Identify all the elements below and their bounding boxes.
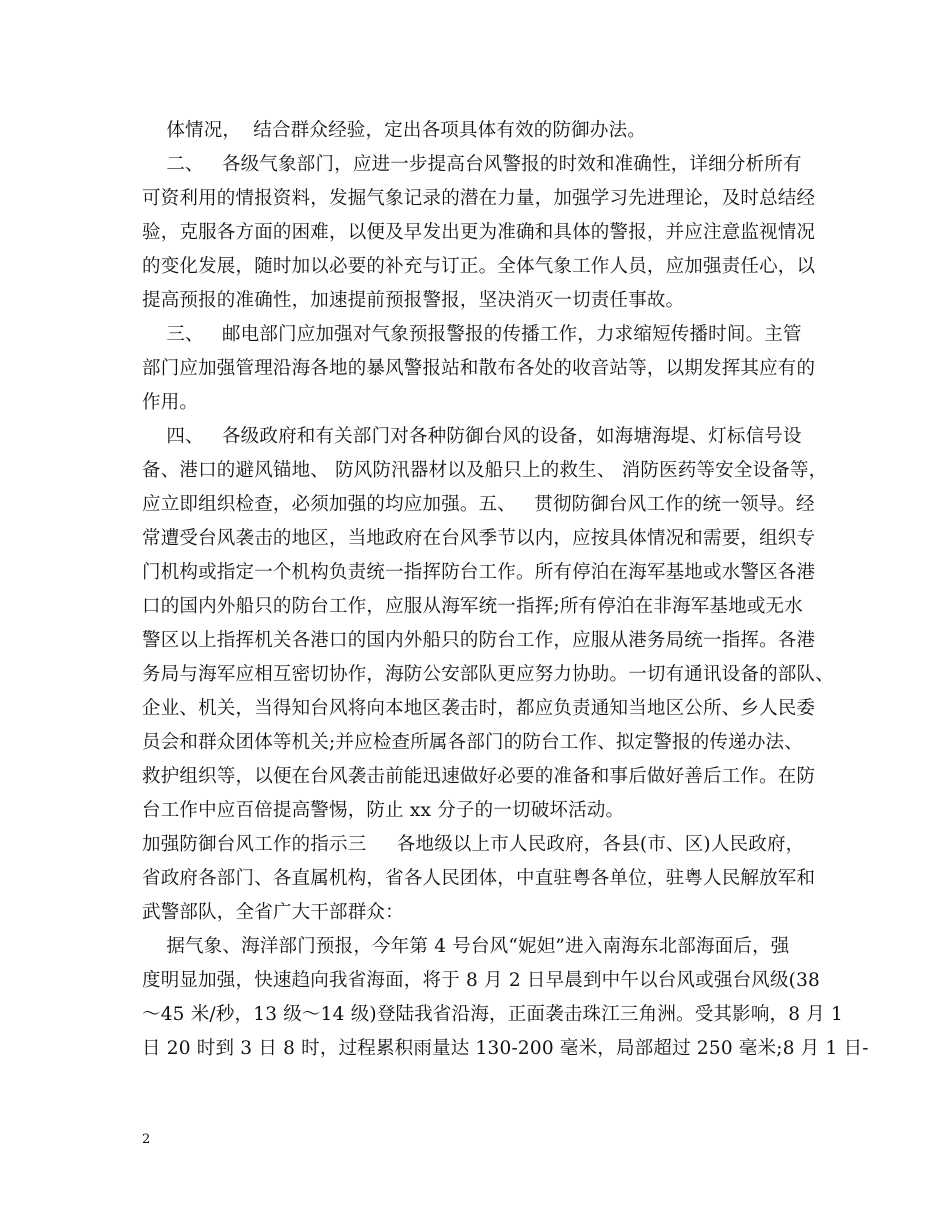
text-line: 救护组织等，以便在台风袭击前能迅速做好必要的准备和事后做好善后工作。在防 — [142, 766, 816, 787]
text-line: 口的国内外船只的防台工作，应服从海军统一指挥;所有停泊在非海军基地或无水 — [142, 596, 803, 617]
text-line: 提高预报的准确性，加速提前预报警报，坚决消灭一切责任事故。 — [142, 290, 685, 311]
text-line: 三、 邮电部门应加强对气象预报警报的传播工作，力求缩短传播时间。主管 — [142, 324, 802, 345]
text-line: 台工作中应百倍提高警惕，防止 xx 分子的一切破坏活动。 — [142, 800, 625, 821]
text-line: 武警部队，全省广大干部群众： — [142, 902, 404, 923]
text-line: 省政府各部门、各直属机构，省各人民团体，中直驻粤各单位，驻粤人民解放军和 — [142, 868, 816, 889]
text-line: 的变化发展，随时加以必要的补充与订正。全体气象工作人员，应加强责任心，以 — [142, 256, 816, 277]
text-line: 警区以上指挥机关各港口的国内外船只的防台工作，应服从港务局统一指挥。各港 — [142, 630, 816, 651]
text-line: 可资利用的情报资料，发掘气象记录的潜在力量，加强学习先进理论，及时总结经 — [142, 188, 816, 209]
document-body — [142, 114, 869, 1066]
text-line: 企业、机关，当得知台风将向本地区袭击时，都应负责通知当地区公所、乡人民委 — [142, 698, 816, 719]
text-line: 验，克服各方面的困难，以便及早发出更为准确和具体的警报，并应注意监视情况 — [142, 222, 816, 243]
text-line: 加强防御台风工作的指示三 各地级以上市人民政府，各县(市、区)人民政府， — [142, 834, 805, 855]
text-line: 度明显加强，快速趋向我省海面，将于 8 月 2 日早晨到中午以台风或强台风级(38 — [142, 970, 821, 991]
text-line: 常遭受台风袭击的地区，当地政府在台风季节以内，应按具体情况和需要，组织专 — [142, 528, 816, 549]
text-line: 门机构或指定一个机构负责统一指挥防台工作。所有停泊在海军基地或水警区各港 — [142, 562, 816, 583]
text-line: 备、港口的避风锚地、 防风防汛器材以及船只上的救生、 消防医药等安全设备等， — [142, 460, 828, 481]
text-line: 二、 各级气象部门，应进一步提高台风警报的时效和准确性，详细分析所有 — [142, 154, 802, 175]
text-line: 应立即组织检查，必须加强的均应加强。五、 贯彻防御台风工作的统一领导。经 — [142, 494, 815, 515]
page-number: 2 — [142, 1132, 151, 1147]
text-line: 日 20 时到 3 日 8 时，过程累积雨量达 130-200 毫米，局部超过 250 毫米;8 月 1 日- — [142, 1038, 869, 1059]
text-line: 体情况， 结合群众经验，定出各项具体有效的防御办法。 — [142, 120, 646, 141]
text-line: 员会和群众团体等机关;并应检查所属各部门的防台工作、拟定警报的传递办法、 — [142, 732, 803, 753]
text-line: ～45 米/秒，13 级～14 级)登陆我省沿海，正面袭击珠江三角洲。受其影响，8 月 1 — [142, 1004, 844, 1025]
text-line: 部门应加强管理沿海各地的暴风警报站和散布各处的收音站等，以期发挥其应有的 — [142, 358, 816, 379]
text-line: 作用。 — [142, 392, 199, 413]
text-line: 据气象、海洋部门预报，今年第 4 号台风“妮妲”进入南海东北部海面后，强 — [142, 936, 790, 957]
text-line: 务局与海军应相互密切协作，海防公安部队更应努力协助。一切有通讯设备的部队、 — [142, 664, 834, 685]
text-line: 四、 各级政府和有关部门对各种防御台风的设备，如海塘海堤、灯标信号设 — [142, 426, 802, 447]
